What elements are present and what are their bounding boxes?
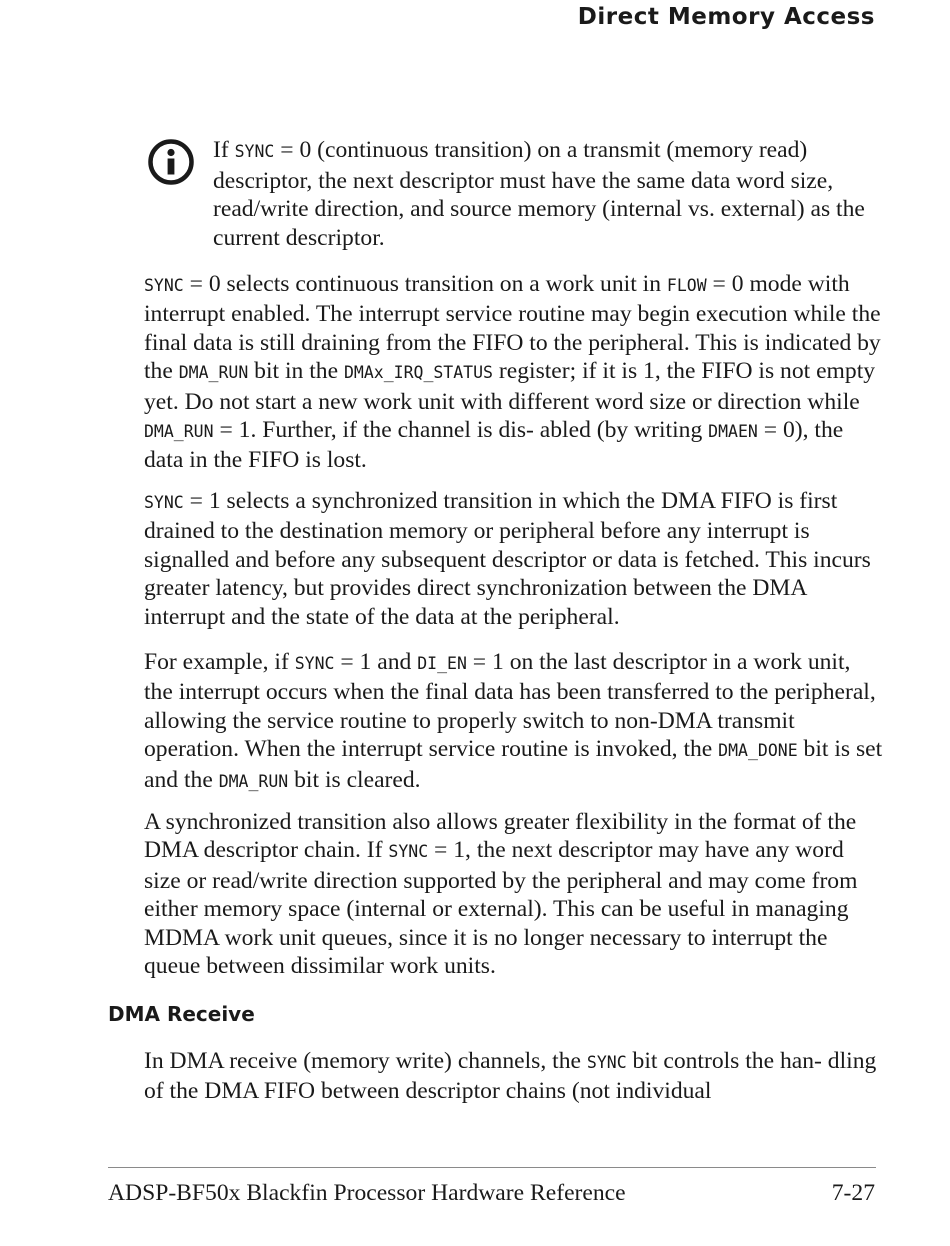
running-header-title: Direct Memory Access — [577, 4, 875, 30]
note-text: If SYNC = 0 (continuous transition) on a transmit (memory read) descriptor, the next descriptor must have the same data word size, read/write direction, and source memory (internal vs. external) as the current descriptor. — [213, 137, 865, 252]
register-name: DMAx_IRQ_STATUS — [343, 363, 493, 383]
footer-divider — [108, 1167, 876, 1168]
paragraph-flexibility: A synchronized transition also allows greater flexibility in the format of the DMA descriptor chain. If SYNC = 1, the next descriptor may have any word size or read/write direction supported by the peripheral and may come from either memory space (internal or external). This can be useful in managing MDMA work unit queues, since it is no longer necessary to interrupt the queue between dissimilar work units. — [144, 809, 858, 980]
register-name: SYNC — [586, 1053, 627, 1072]
footer-page-number: 7-27 — [831, 1180, 875, 1206]
register-name: SYNC — [388, 842, 429, 862]
register-name: DMAEN — [708, 422, 758, 442]
register-name: DMA_RUN — [218, 771, 289, 791]
register-name: SYNC — [234, 142, 275, 161]
paragraph-sync-zero: SYNC = 0 selects continuous transition on a work unit in FLOW = 0 mode with interrupt enabled. The interrupt service routine may begin execution while the final data is still draining from the FIFO to the peripheral. This is indicated by the DMA_RUN bit in the DMAx_IRQ_STATUS register; if it is 1, the FIFO is not empty yet. Do not start a new work unit with different word size or direction while DMA_RUN = 1. Further, if the channel is dis- abled (by writing DMAEN = 0), the data in the FIFO is lost. — [144, 271, 881, 474]
register-name: DMA_DONE — [718, 741, 798, 761]
register-name: DMA_RUN — [144, 422, 214, 442]
register-name: FLOW — [666, 276, 707, 295]
paragraph-example: For example, if SYNC = 1 and DI_EN = 1 on the last descriptor in a work unit, the interrupt occurs when the final data has been transferred to the peripheral, allowing the service routine to properly switch to non-DMA transmit operation. When the interrupt service routine is invoked, the DMA_DONE bit is set and the DMA_RUN bit is cleared. — [144, 649, 883, 793]
paragraph-dma-receive: In DMA receive (memory write) channels, the SYNC bit controls the han- dling of the DMA FIFO between descriptor chains (not individual — [144, 1048, 877, 1105]
register-name: DMA_RUN — [178, 363, 249, 383]
section-heading: DMA Receive — [108, 1002, 255, 1026]
register-name: SYNC — [144, 493, 184, 512]
register-name: SYNC — [294, 654, 335, 673]
info-icon — [147, 138, 195, 186]
paragraph-sync-one: SYNC = 1 selects a synchronized transition in which the DMA FIFO is first drained to the destination memory or peripheral before any interrupt is signalled and before any subsequent descriptor or data is fetched. This incurs greater latency, but provides direct synchronization between the DMA interrupt and the state of the data at the peripheral. — [144, 488, 871, 630]
register-name: DI_EN — [417, 654, 467, 673]
footer-book-title: ADSP-BF50x Blackfin Processor Hardware Reference — [108, 1180, 626, 1206]
register-name: SYNC — [144, 276, 184, 295]
